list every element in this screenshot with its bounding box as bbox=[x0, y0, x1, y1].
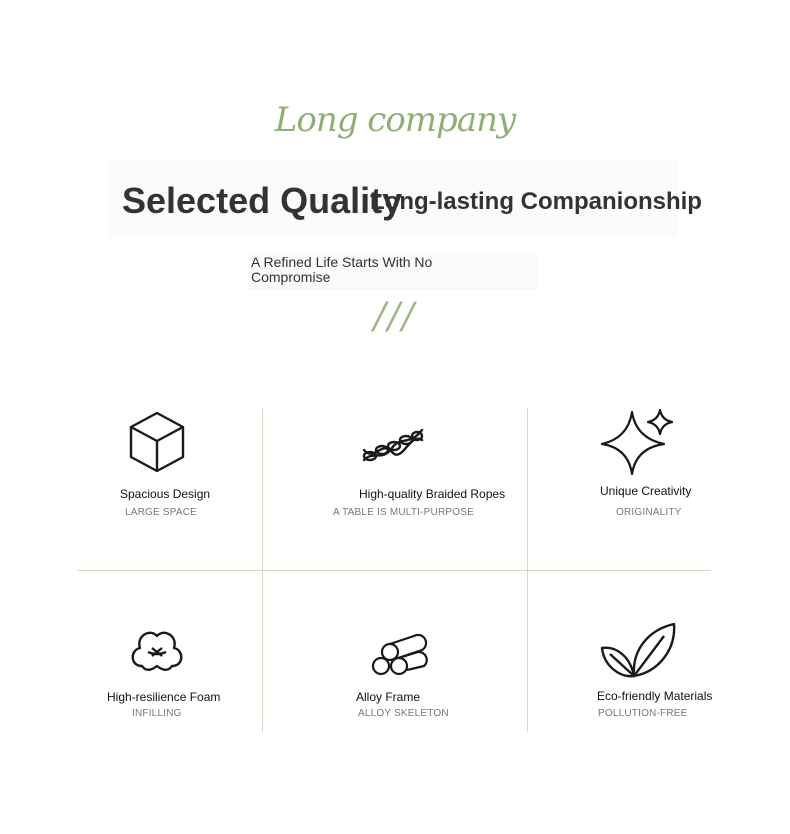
logs-icon bbox=[370, 630, 428, 678]
feature-subtitle-multi-purpose: A TABLE IS MULTI-PURPOSE bbox=[333, 507, 474, 518]
leaf-icon bbox=[598, 620, 678, 680]
feature-title-eco-friendly: Eco-friendly Materials bbox=[597, 689, 713, 703]
feature-title-foam: High-resilience Foam bbox=[107, 690, 221, 704]
grid-divider-horizontal bbox=[77, 570, 711, 571]
feature-subtitle-originality: ORIGINALITY bbox=[616, 507, 682, 518]
feature-title-spacious-design: Spacious Design bbox=[120, 487, 211, 501]
feature-subtitle-pollution-free: POLLUTION-FREE bbox=[598, 708, 688, 719]
cube-icon bbox=[128, 410, 186, 474]
feature-subtitle-infilling: INFILLING bbox=[132, 708, 182, 719]
divider-slashes: /// bbox=[373, 296, 417, 337]
feature-title-braided-ropes: High-quality Braided Ropes bbox=[359, 487, 506, 501]
feature-subtitle-alloy-skeleton: ALLOY SKELETON bbox=[358, 708, 449, 719]
brand-script-title: Long company bbox=[274, 100, 516, 140]
subtitle: A Refined Life Starts With No Compromise bbox=[251, 254, 433, 285]
feature-title-alloy-frame: Alloy Frame bbox=[356, 690, 421, 704]
heading-selected-quality: Selected Quality bbox=[122, 180, 403, 221]
cotton-icon bbox=[128, 626, 186, 674]
sparkle-icon bbox=[600, 408, 676, 478]
heading-long-lasting: Long-lasting Companionship bbox=[370, 188, 702, 215]
feature-subtitle-large-space: LARGE SPACE bbox=[125, 507, 198, 518]
braided-rope-icon bbox=[360, 422, 426, 468]
feature-title-unique-creativity: Unique Creativity bbox=[600, 484, 692, 498]
